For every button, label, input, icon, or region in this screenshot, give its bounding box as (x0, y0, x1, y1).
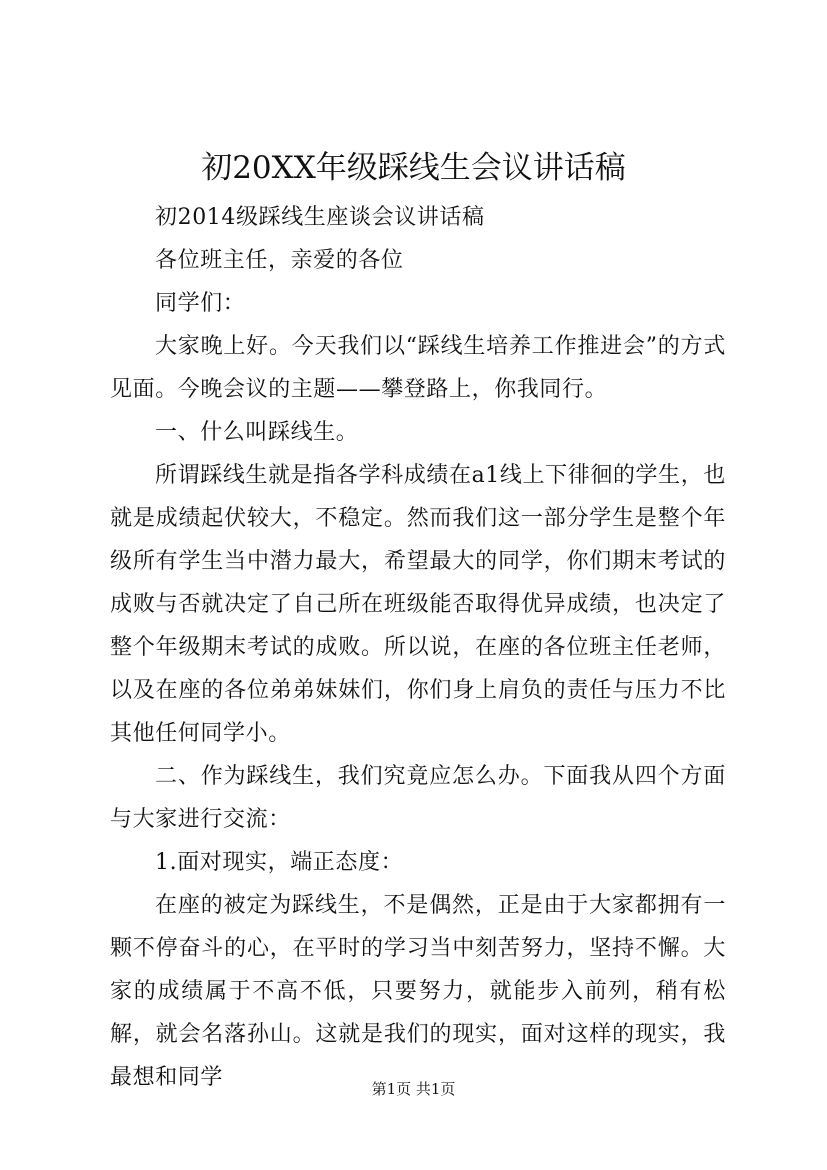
section-one-paragraph: 所谓踩线生就是指各学科成绩在a1线上下徘徊的学生，也就是成绩起伏较大，不稳定。然而我们这一部分学生是整个年级所有学生当中潜力最大，希望最大的同学，你们期末考试的成败与否就决定了自己所在班级能否取得优异成绩，也决定了整个年级期末考试的成败。所以说，在座的各位班主任老师，以及在座的各位弟弟妹妹们，你们身上肩负的责任与压力不比其他任何同学小。 (110, 463, 726, 746)
salutation-continued-paragraph: 同学们： (155, 291, 246, 316)
subsection-one-paragraph: 在座的被定为踩线生，不是偶然，正是由于大家都拥有一颗不停奋斗的心，在平时的学习当中刻苦努力，坚持不懈。大家的成绩属于不高不低，只要努力，就能步入前列，稍有松解，就会名落孙山。这就是我们的现实，面对这样的现实，我最想和同学 (110, 893, 726, 1090)
section-one-heading: 一、什么叫踩线生。 (155, 420, 359, 445)
greeting-paragraph: 大家晚上好。今天我们以“踩线生培养工作推进会”的方式见面。今晚会议的主题——攀登路上，你我同行。 (110, 334, 726, 402)
document-title: 初20XX年级踩线生会议讲话稿 (201, 150, 626, 186)
salutation-paragraph: 各位班主任，亲爱的各位 (155, 248, 404, 273)
subtitle-paragraph: 初2014级踩线生座谈会议讲话稿 (155, 205, 485, 230)
page-footer: 第1页 共1页 (371, 1080, 456, 1098)
section-two-heading: 二、作为踩线生，我们究竟应怎么办。下面我从四个方面与大家进行交流： (110, 764, 726, 832)
document-body (110, 196, 726, 1099)
subsection-one-heading: 1.面对现实，端正态度： (155, 850, 404, 875)
